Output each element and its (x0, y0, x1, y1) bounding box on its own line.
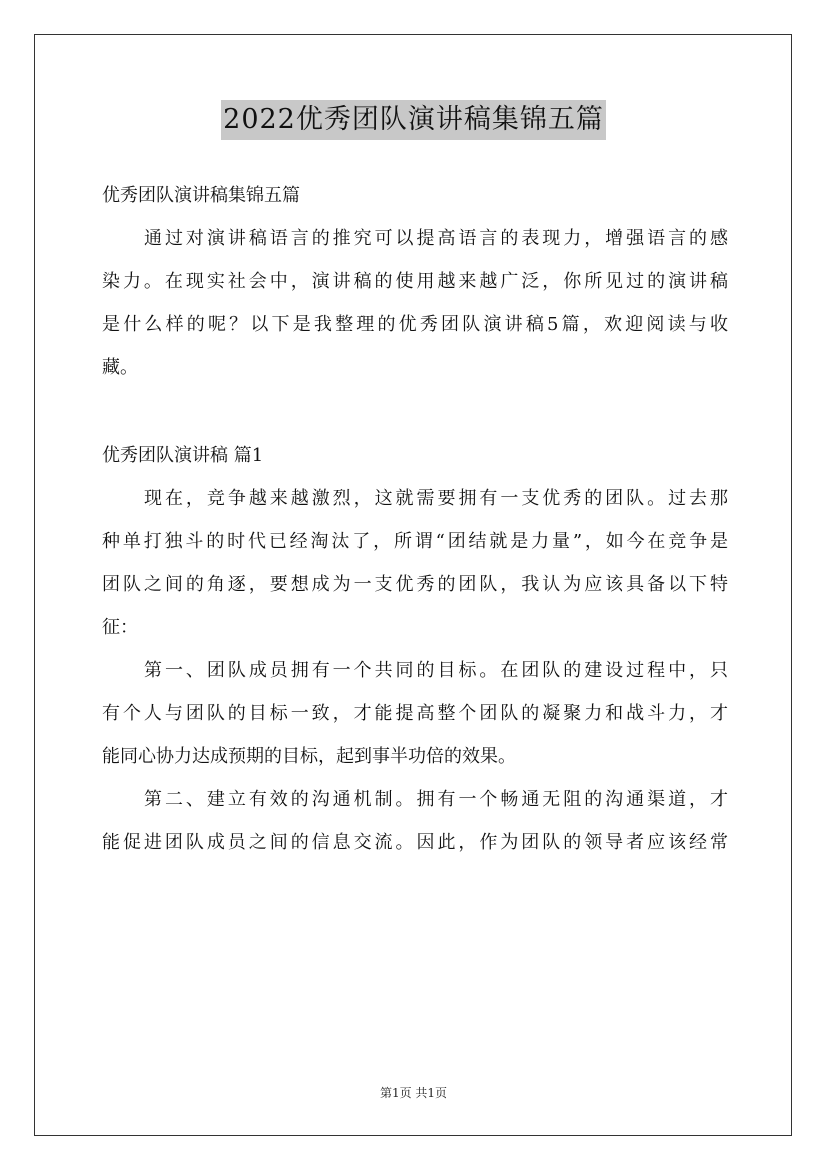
paragraph-line: 藏。 (102, 357, 138, 378)
paragraph-line: 第一、团队成员拥有一个共同的目标。在团队的建设过程中，只 (144, 660, 728, 681)
paragraph-line: 通过对演讲稿语言的推究可以提高语言的表现力，增强语言的感 (144, 228, 728, 249)
paragraph-line: 第二、建立有效的沟通机制。拥有一个畅通无阻的沟通渠道，才 (144, 789, 728, 810)
document-title: 2022优秀团队演讲稿集锦五篇 (221, 100, 606, 140)
paragraph-line: 现在，竞争越来越激烈，这就需要拥有一支优秀的团队。过去那 (144, 488, 728, 509)
paragraph-line: 团队之间的角逐，要想成为一支优秀的团队，我认为应该具备以下特 (102, 574, 728, 595)
section-heading: 优秀团队演讲稿 篇1 (102, 445, 264, 466)
section-paragraph (102, 649, 728, 778)
section-paragraph (102, 778, 728, 864)
document-body (102, 174, 728, 864)
paragraph-line: 有个人与团队的目标一致，才能提高整个团队的凝聚力和战斗力，才 (102, 703, 728, 724)
paragraph-line: 是什么样的呢？以下是我整理的优秀团队演讲稿5篇，欢迎阅读与收 (102, 314, 728, 335)
title-container (0, 100, 827, 140)
page-footer: 第1页 共1页 (379, 1086, 448, 1100)
paragraph-line: 染力。在现实社会中，演讲稿的使用越来越广泛，你所见过的演讲稿 (102, 271, 728, 292)
section-paragraph (102, 477, 728, 649)
intro-paragraph (102, 217, 728, 389)
paragraph-line: 种单打独斗的时代已经淘汰了，所谓“团结就是力量”，如今在竞争是 (102, 531, 728, 552)
paragraph-line: 征： (102, 617, 138, 638)
paragraph-line: 能促进团队成员之间的信息交流。因此，作为团队的领导者应该经常 (102, 832, 728, 853)
paragraph-line: 能同心协力达成预期的目标，起到事半功倍的效果。 (102, 746, 516, 767)
document-subtitle: 优秀团队演讲稿集锦五篇 (102, 185, 300, 206)
blank-line (102, 389, 728, 432)
